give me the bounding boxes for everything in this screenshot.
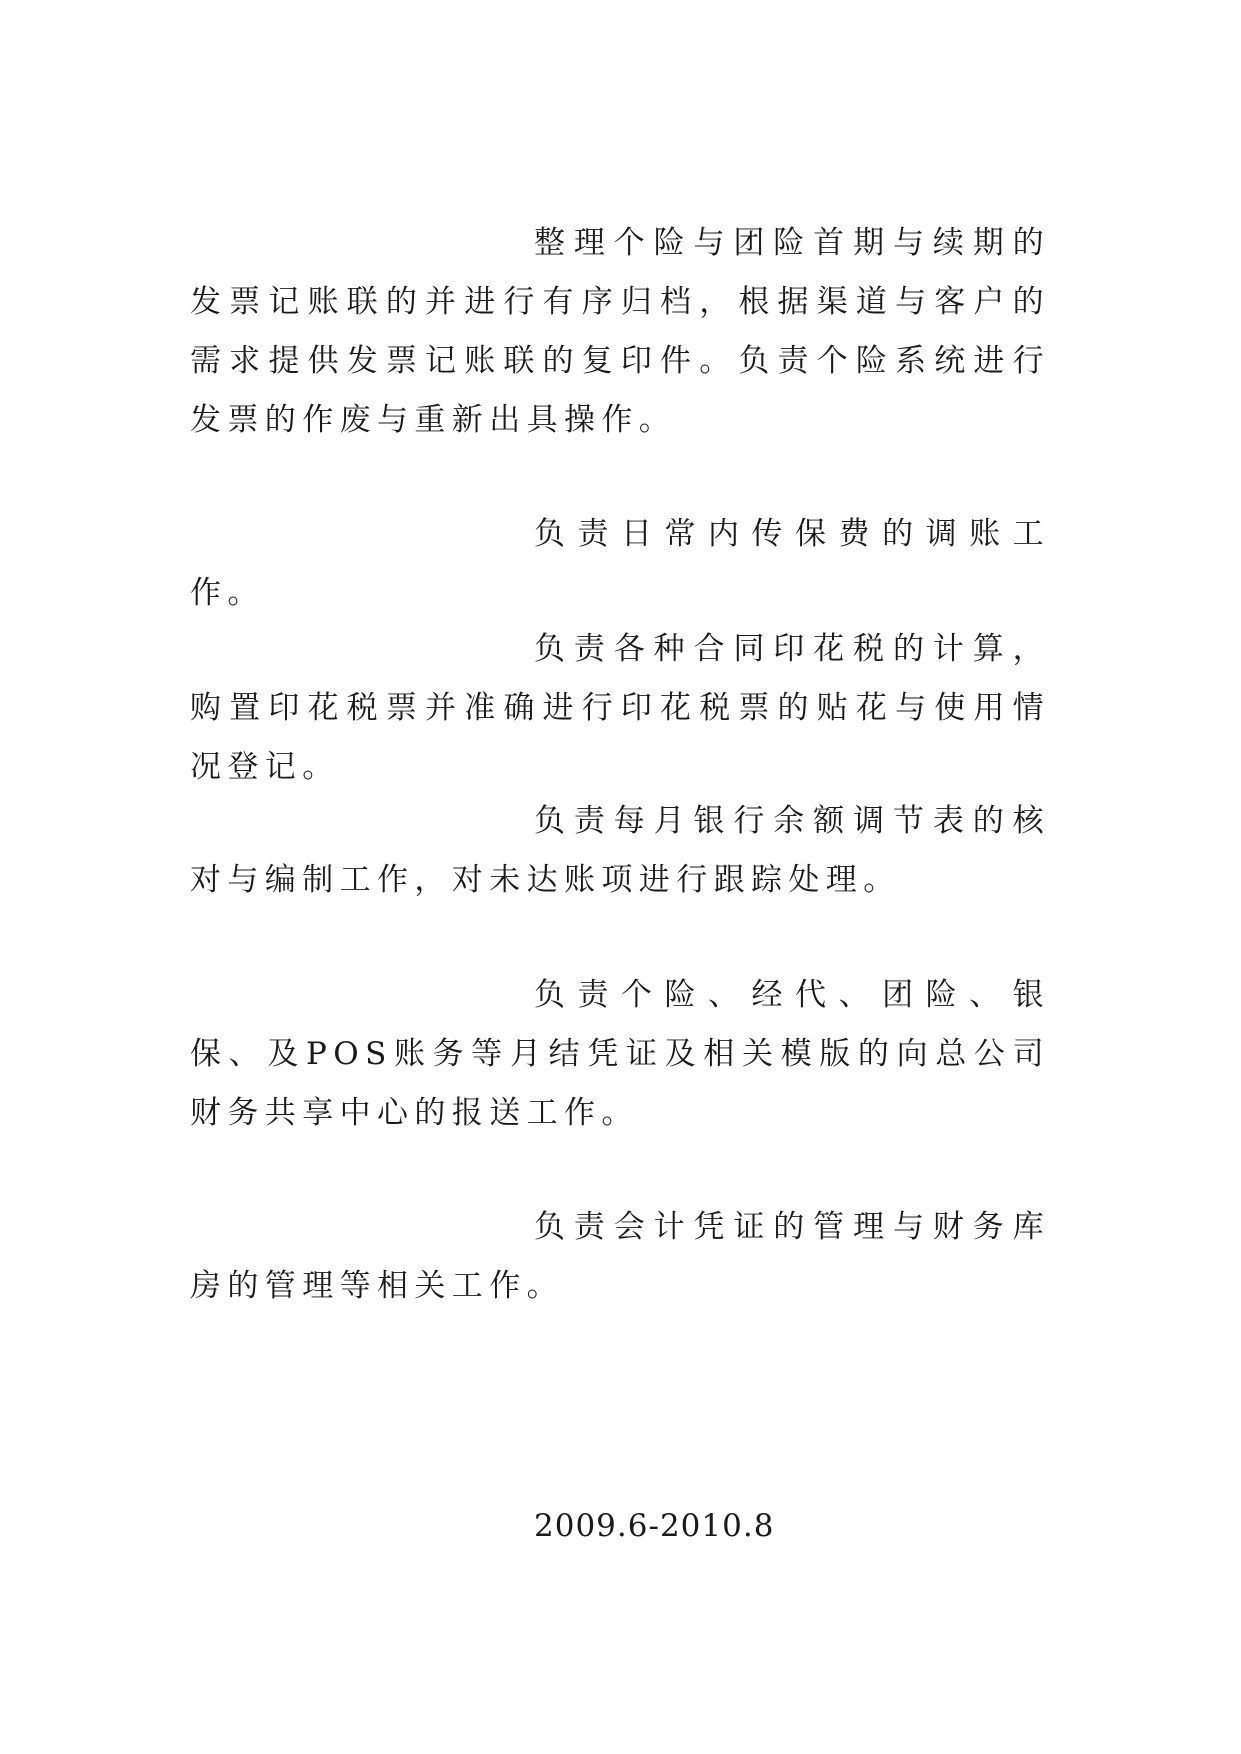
date-range: 2009.6-2010.8: [534, 1508, 775, 1544]
paragraph-voucher-management: 负责会计凭证的管理与财务库房的管理等相关工作。: [190, 1209, 1050, 1304]
paragraph-invoice-filing: 整理个险与团险首期与续期的发票记账联的并进行有序归档，根据渠道与客户的需求提供发票记账联的复印件。负责个险系统进行发票的作废与重新出具操作。: [190, 225, 1050, 438]
paragraph-stamp-tax: 负责各种合同印花税的计算，购置印花税票并准确进行印花税票的贴花与使用情况登记。: [190, 631, 1050, 785]
paragraph-bank-reconciliation: 负责每月银行余额调节表的核对与编制工作，对未达账项进行跟踪处理。: [190, 803, 1050, 898]
paragraph-monthly-vouchers: 负责个险、经代、团险、银保、及POS账务等月结凭证及相关模版的向总公司财务共享中心的报送工作。: [190, 977, 1050, 1131]
paragraph-premium-adjustment: 负责日常内传保费的调账工作。: [190, 516, 1050, 611]
